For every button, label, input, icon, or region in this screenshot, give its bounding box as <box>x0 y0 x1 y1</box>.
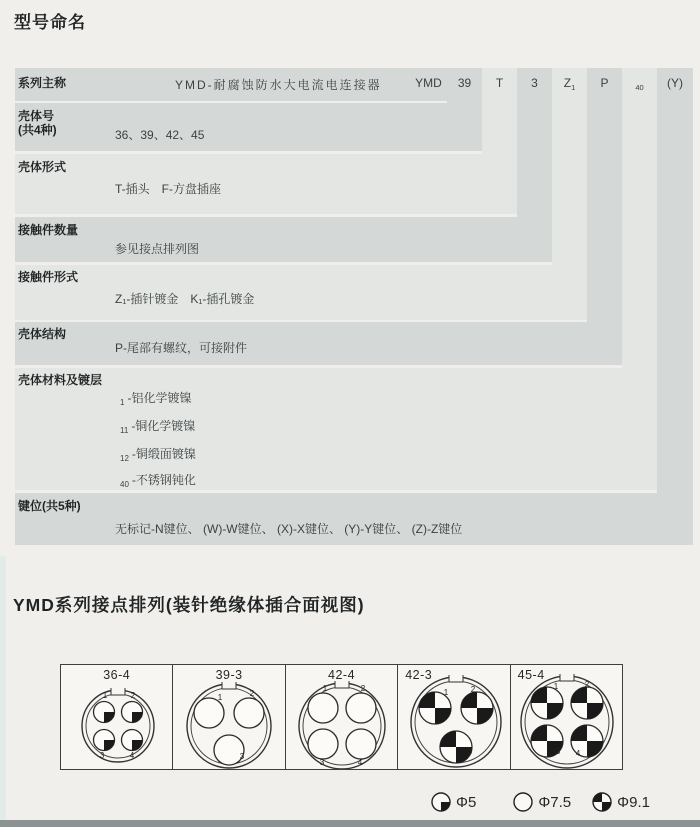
value-series: YMD-耐腐蚀防水大电流电连接器 <box>175 78 382 92</box>
legend-circle <box>514 793 532 811</box>
legend-quadrant <box>593 793 602 802</box>
label-shell-no-2: (共4种) <box>18 123 57 137</box>
phi5-symbol-icon <box>430 791 454 813</box>
phi91-symbol-icon <box>591 791 615 813</box>
legend-label: Φ7.5 <box>538 793 572 811</box>
pin-number: 2 <box>584 680 589 689</box>
pin-number: 1 <box>102 691 108 700</box>
pin-quadrant <box>477 708 493 724</box>
legend-label: Φ5 <box>456 793 477 811</box>
pin-quadrant <box>132 712 143 723</box>
pin-number: 2 <box>470 685 476 694</box>
scan-bottom-edge <box>0 820 700 827</box>
pin-quadrant <box>419 692 435 708</box>
pin-number: 1 <box>218 693 223 702</box>
connector-label: 42-3 <box>405 668 433 682</box>
pin-quadrant <box>587 741 603 757</box>
pin <box>234 698 264 728</box>
label-material: 壳体材料及镀层 <box>18 373 103 387</box>
legend-item-phi75 <box>512 791 571 813</box>
pin-quadrant <box>461 692 477 708</box>
value-contact-form: Z₁-插针镀金 K₁-插孔镀金 <box>115 292 255 306</box>
value-structure: P-尾部有螺纹，可接附件 <box>115 341 248 355</box>
connector-cell-39-3 <box>173 665 285 769</box>
code-part-40: 40 <box>635 83 644 92</box>
scan-left-edge <box>0 556 6 820</box>
band-material <box>15 368 657 490</box>
bar-Y <box>657 68 693 493</box>
label-key: 键位(共5种) <box>18 499 81 513</box>
value-shell-no: 36、39、42、45 <box>115 128 205 142</box>
bar-Z1 <box>552 68 587 265</box>
pin-size-legend <box>430 791 664 813</box>
label-shell-form: 壳体形式 <box>18 160 67 174</box>
legend-label: Φ9.1 <box>617 793 650 811</box>
pin-number: 1 <box>322 684 328 693</box>
pin-quadrant <box>587 703 603 719</box>
pin-number: 4 <box>575 749 580 758</box>
connector-label: 39-3 <box>215 668 243 682</box>
page-title: 型号命名 <box>14 13 86 32</box>
connector-label: 36-4 <box>103 668 131 682</box>
pin-number: 2 <box>250 689 255 698</box>
shell-inner-circle <box>86 694 150 758</box>
shell-outer-circle <box>521 676 613 768</box>
connector-cell-42-3 <box>398 665 510 769</box>
bar-P <box>587 68 622 322</box>
code-part-Y: (Y) <box>667 76 683 90</box>
legend-item-phi5 <box>430 791 476 813</box>
shell-outer-circle <box>82 690 154 762</box>
material-item-3: $_{12}$ -铜缎面镀镍 <box>120 447 196 463</box>
band-key <box>15 493 693 545</box>
pin-number: 1 <box>443 688 449 697</box>
connector-cell-42-4 <box>286 665 398 769</box>
code-part-P: P <box>600 76 609 90</box>
pin-number: 3 <box>99 751 105 760</box>
code-part-39: 39 <box>457 76 472 90</box>
label-shell-no: 壳体号 <box>18 109 55 123</box>
pin-number: 3 <box>555 747 560 756</box>
pin <box>346 693 376 723</box>
pin-quadrant <box>104 712 115 723</box>
pin <box>308 693 338 723</box>
value-shell-form: T-插头 F-方盘插座 <box>115 182 221 196</box>
label-contact-qty: 接触件数量 <box>18 223 79 237</box>
connector-label: 45-4 <box>517 668 545 682</box>
band-shell-form <box>15 154 517 214</box>
pin-number: 4 <box>129 751 135 760</box>
band-contact-form <box>15 265 587 320</box>
pin-quadrant <box>531 687 547 703</box>
pin-quadrant <box>531 725 547 741</box>
pin <box>194 698 224 728</box>
pin-quadrant <box>571 725 587 741</box>
phi75-symbol-icon <box>512 791 536 813</box>
pin-number: 1 <box>553 682 558 691</box>
label-structure: 壳体结构 <box>18 327 67 341</box>
pin-number: 3 <box>467 747 473 756</box>
legend-quadrant <box>602 802 611 811</box>
pin-quadrant <box>440 731 456 747</box>
pin-number: 4 <box>357 758 363 767</box>
pin <box>308 729 338 759</box>
bar-3 <box>517 68 552 217</box>
material-item-2: $_{11}$ -铜化学镀镍 <box>120 419 196 435</box>
material-item-4: $_{40}$ -不锈钢钝化 <box>120 473 196 489</box>
pin-number: 3 <box>319 758 325 767</box>
value-contact-qty: 参见接点排列图 <box>115 242 200 256</box>
bar-40 <box>622 68 657 368</box>
label-series: 系列主称 <box>18 76 67 90</box>
shell-outer-circle <box>299 683 385 769</box>
pin <box>346 729 376 759</box>
pin-number: 3 <box>240 752 245 761</box>
pin-quadrant <box>547 703 563 719</box>
pin-quadrant <box>435 708 451 724</box>
band-shell-no <box>15 103 482 151</box>
connector-label: 42-4 <box>328 668 356 682</box>
connector-cell-45-4 <box>511 665 622 769</box>
connector-cell-36-4 <box>61 665 173 769</box>
legend-item-phi91 <box>591 791 650 813</box>
code-part-T: T <box>495 76 504 90</box>
material-item-1: $_1$ -铝化学镀镍 <box>120 391 192 407</box>
legend-quadrant <box>441 802 450 811</box>
contact-arrangement-title: YMD系列接点排列(装针绝缘体插合面视图) <box>13 595 365 615</box>
pin-quadrant <box>104 740 115 751</box>
code-part-3: 3 <box>531 76 538 90</box>
pin-quadrant <box>571 687 587 703</box>
value-key: 无标记-N键位、 (W)-W键位、 (X)-X键位、 (Y)-Y键位、 (Z)-Z键位 <box>115 522 463 536</box>
label-contact-form: 接触件形式 <box>18 270 79 284</box>
code-part-ymd: YMD <box>415 76 442 90</box>
contact-arrangement-table <box>60 664 623 770</box>
code-part-Z1: $Z_1$ <box>563 76 576 92</box>
pin-number: 2 <box>360 684 366 693</box>
band-structure <box>15 322 622 365</box>
pin-number: 2 <box>130 691 136 700</box>
band-contact-qty <box>15 217 552 262</box>
